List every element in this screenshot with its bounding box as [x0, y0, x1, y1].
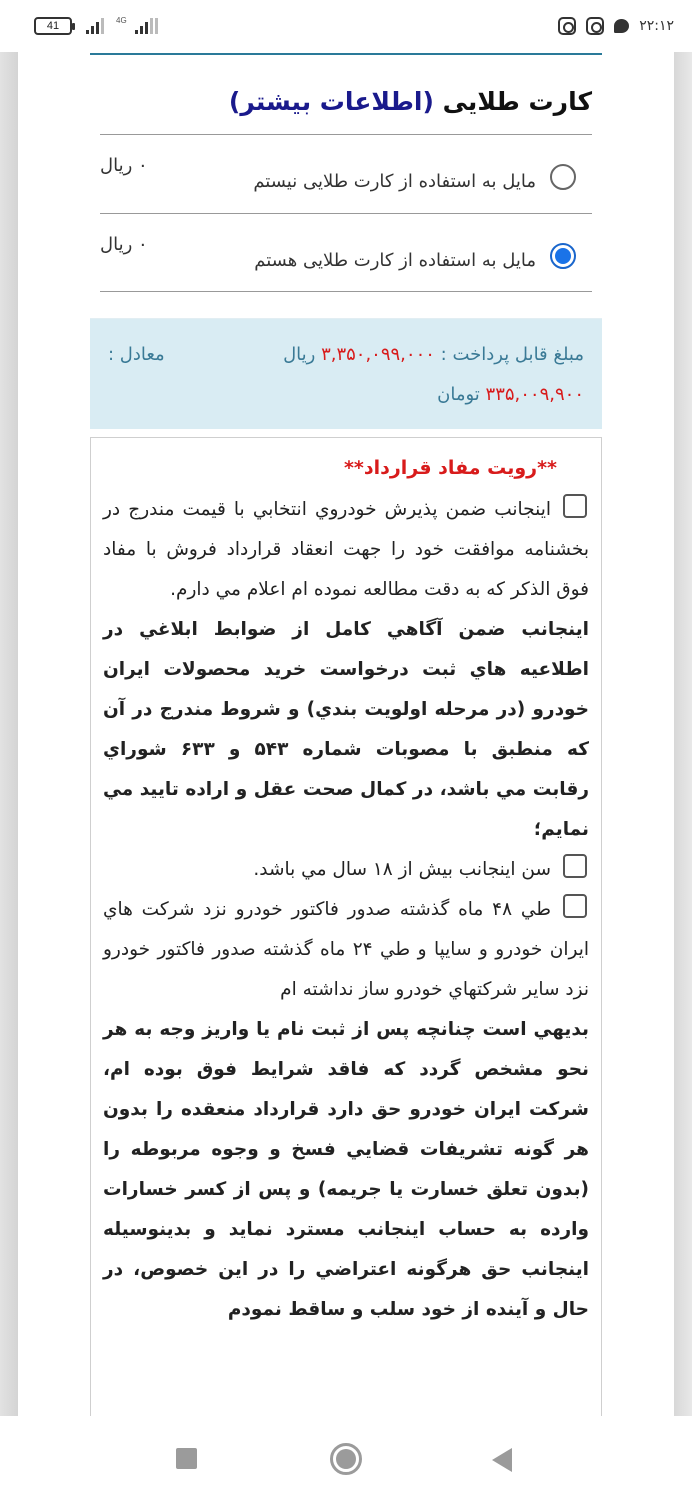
term-text: طي ۴۸ ماه گذشته صدور فاکتور خودرو نزد شرکت هاي ايران خودرو و سايپا و طي ۲۴ ماه گذشته صدور فاکتور خودرو نزد ساير شرکتهاي خودرو ساز نداشته ام: [103, 899, 590, 1000]
status-right: [558, 17, 674, 35]
term-no-prior-invoice: [103, 890, 589, 1010]
term-cancellation-clause: بديهي است چنانچه پس از ثبت نام يا واريز وجه به هر نحو مشخص گردد که فاقد شرايط فوق بوده ام، شرکت ايران خودرو حق دارد قرارداد منعقده را بدون هر گونه تشريفات قضايي فسخ و وجوه مربوطه را (بدون تعلق خسارت يا جريمه) و پس از کسر خسارات وارده به حساب اينجانب مسترد نمايد و بدينوسيله اينجانب حق هرگونه اعتراضي را در اين خصوص، در حال و آينده از خود سلب و ساقط نمودم: [103, 1019, 589, 1320]
payment-summary: [90, 318, 602, 429]
main-content: [90, 60, 602, 1427]
top-divider: [90, 53, 602, 55]
toman-unit: تومان: [437, 384, 480, 405]
equivalent-label: معادل :: [108, 344, 165, 365]
option-price: ۰ ریال: [100, 155, 148, 176]
section-title: [90, 60, 602, 134]
home-button[interactable]: [330, 1443, 362, 1475]
option-price: ۰ ریال: [100, 234, 148, 255]
radio-not-interested[interactable]: [550, 164, 576, 190]
system-nav-bar: [0, 1416, 692, 1500]
payment-label: مبلغ قابل پرداخت :: [440, 344, 584, 365]
signal-icon: [86, 18, 104, 34]
option-label: مایل به استفاده از کارت طلایی هستم: [254, 250, 536, 271]
signal-icon-2: [135, 18, 158, 34]
option-interested[interactable]: [100, 213, 592, 292]
instagram-icon: [558, 17, 576, 35]
back-button[interactable]: [492, 1448, 512, 1472]
term-text: اینجانب ضمن پذيرش خودروي انتخابي با قيمت مندرج در بخشنامه موافقت خود را جهت انعقاد قرارداد فروش با مفاد فوق الذکر که به دقت مطالعه نموده ام اعلام مي دارم.: [103, 499, 589, 600]
term-accept-contract: [103, 490, 589, 610]
option-not-interested[interactable]: [100, 134, 592, 213]
amount-rial: ۳,۳۵۰,۰۹۹,۰۰۰: [321, 344, 435, 365]
clock: ۲۲:۱۲: [639, 18, 674, 34]
gold-card-options: [100, 134, 592, 292]
chat-notification-icon: [614, 19, 629, 33]
checkbox-no-prior-invoice[interactable]: [563, 894, 587, 918]
network-type: 4G: [116, 15, 127, 25]
contract-title: **رویت مفاد قرارداد**: [343, 457, 557, 479]
amount-toman: ۳۳۵,۰۰۹,۹۰۰: [485, 384, 584, 405]
checkbox-age[interactable]: [563, 854, 587, 878]
more-info-link[interactable]: (اطلاعات بیشتر): [228, 87, 434, 116]
page-edge-right: [674, 52, 692, 1416]
term-age: [103, 850, 589, 890]
option-label: مایل به استفاده از کارت طلایی نیستم: [253, 171, 536, 192]
term-text: سن اينجانب بيش از ۱۸ سال مي باشد.: [253, 859, 551, 880]
status-bar: [0, 0, 692, 52]
recents-button[interactable]: [176, 1448, 197, 1469]
term-rules-acknowledgement: اینجانب ضمن آگاهي کامل از ضوابط ابلاغي در اطلاعيه هاي ثبت درخواست خريد محصولات ايران خودرو (در مرحله اولويت بندي) و شروط مندرج در آن که منطبق با مصوبات شماره ۵۴۳ و ۶۳۳ شوراي رقابت مي باشد، در کمال صحت عقل و اراده تاييد مي نمايم؛: [103, 619, 589, 840]
gold-card-title: کارت طلایی: [442, 87, 592, 116]
contract-terms[interactable]: [90, 437, 602, 1427]
radio-interested[interactable]: [550, 243, 576, 269]
battery-level: 41: [46, 20, 60, 32]
instagram-icon-2: [586, 17, 604, 35]
page-edge-left: [0, 52, 18, 1416]
checkbox-accept-contract[interactable]: [563, 494, 587, 518]
status-left: [34, 17, 158, 35]
battery-icon: [34, 17, 72, 35]
rial-unit: ریال: [283, 344, 316, 365]
